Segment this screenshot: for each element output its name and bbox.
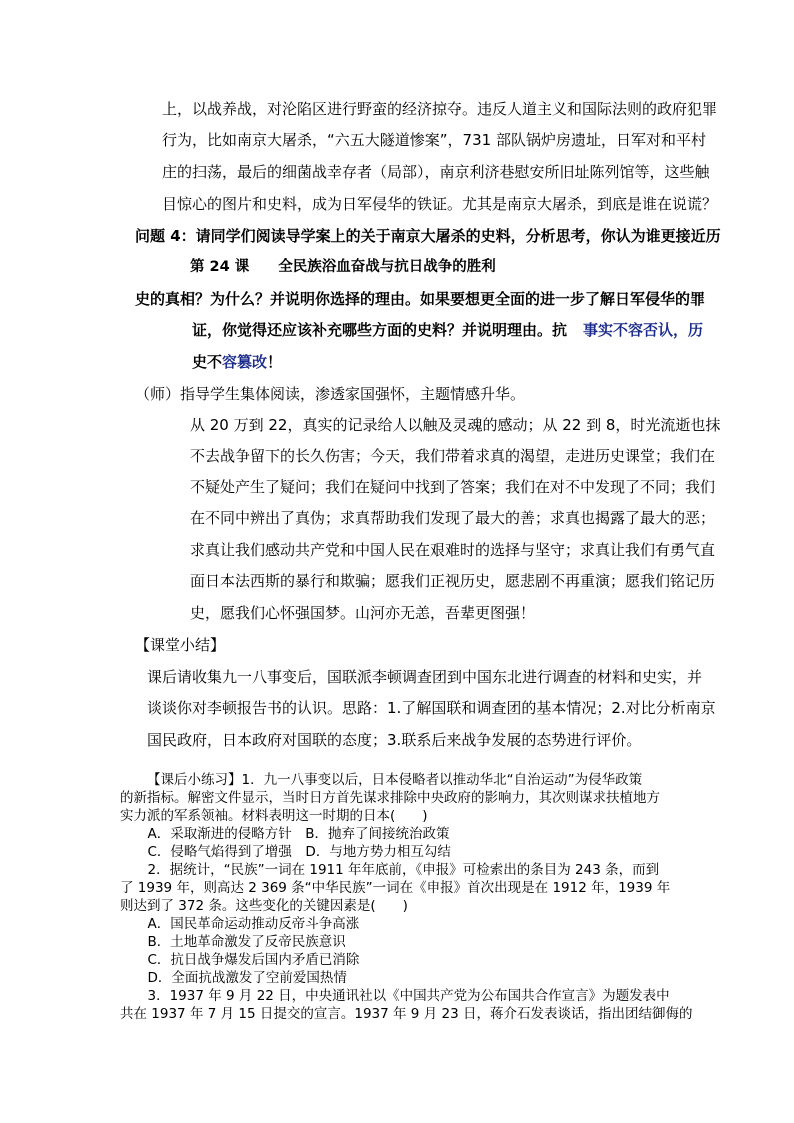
reading-line-7: 史，愿我们心怀强国梦。山河亦无恙，吾辈更图强！: [190, 604, 536, 622]
summary-line-1: 课后请收集九一八事变后，国联派李顿调查团到中国东北进行调查的材料和史实，并: [147, 668, 703, 686]
exercise-option-c-d: C．侵略气焰得到了增强 D．与地方势力相互勾结: [134, 844, 451, 860]
exercise-q2-option-d: D．全面抗战激发了空前爱国热情: [134, 970, 347, 986]
para1-line-2: 行为，比如南京大屠杀，“六五大隧道惨案”，731 部队锅炉房遗址，日军对和平村: [162, 131, 706, 149]
summary-title: 【课堂小结】: [135, 636, 226, 654]
exercise-q2-option-b: B．土地革命激发了反帝民族意识: [134, 934, 346, 950]
exercise-q2-line-3: 则达到了 372 条。这些变化的关键因素是( ): [120, 898, 408, 914]
exercise-line-3: 实力派的军系领袖。材料表明这一时期的日本( ): [120, 808, 428, 824]
reading-line-2: 不去战争留下的长久伤害；今天，我们带着求真的渴望，走进历史课堂；我们在: [190, 447, 716, 465]
exercise-option-a-b: A．采取渐进的侵略方针 B．抛弃了间接统治政策: [134, 826, 450, 842]
summary-line-2: 谈谈你对李顿报告书的认识。思路：1.了解国联和调查团的基本情况；2.对比分析南京: [147, 699, 716, 717]
exercise-line-1: 【课后小练习】1．九一八事变以后，日本侵略者以推动华北“自治运动”为侵华政策: [147, 772, 643, 788]
reading-line-5: 求真让我们感动共产党和中国人民在艰难时的选择与坚守；求真让我们有勇气直: [190, 541, 716, 559]
question4-line-1: 问题 4：请同学们阅读导学案上的关于南京大屠杀的史料，分析思考，你认为谁更接近历: [135, 227, 721, 245]
teacher-instruction: （师）指导学生集体阅读，渗透家国强怀，主题情感升华。: [135, 385, 526, 403]
reading-line-4: 在不同中辨出了真伪；求真帮助我们发现了最大的善；求真也揭露了最大的恶；: [190, 509, 716, 527]
question4-line-4: [192, 352, 282, 372]
para1-line-4: 目惊心的图片和史料，成为日军侵华的铁证。尤其是南京大屠杀，到底是谁在说谎？: [162, 195, 718, 213]
question4-line-4-emphasis: 容篡改: [222, 353, 268, 371]
question4-line-3-text: 证，你觉得还应该补充哪些方面的史料？并说明理由。抗: [192, 321, 568, 339]
exercise-q2-option-a: A．国民革命运动推动反帝斗争高涨: [134, 916, 360, 932]
question4-line-2: 史的真相？为什么？并说明你选择的理由。如果要想更全面的进一步了解日军侵华的罪: [135, 290, 706, 308]
para1-line-1: 上，以战养战，对沦陷区进行野蛮的经济掠夺。违反人道主义和国际法则的政府犯罪: [162, 100, 718, 118]
summary-line-3: 国民政府，日本政府对国联的态度；3.联系后来战争发展的态势进行评价。: [147, 731, 642, 749]
exercise-line-2: 的新指标。解密文件显示，当时日方首先谋求排除中央政府的影响力，其次则谋求扶植地方: [120, 790, 660, 806]
reading-line-1: 从 20 万到 22，真实的记录给人以触及灵魂的感动；从 22 到 8，时光流逝也抹: [190, 416, 721, 434]
exercise-q2-line-1: 2．据统计，“民族”一词在 1911 年年底前，《申报》可检索出的条目为 243 条，而到: [134, 862, 660, 878]
reading-line-6: 面日本法西斯的暴行和欺骗；愿我们正视历史，愿悲剧不再重演；愿我们铭记历: [190, 572, 716, 590]
question4-line-4-end: ！: [267, 353, 283, 371]
exercise-q3-line-2: 共在 1937 年 7 月 15 日提交的宣言。1937 年 9 月 23 日，蒋介石发表谈话，指出团结御侮的: [120, 1006, 693, 1022]
para1-line-3: 庄的扫荡，最后的细菌战幸存者（局部），南京利济巷慰安所旧址陈列馆等，这些触: [162, 163, 710, 181]
question4-line-4-text: 史不: [192, 353, 223, 371]
exercise-q3-line-1: 3．1937 年 9 月 22 日，中央通讯社以《中国共产党为公布国共合作宣言》为题发表中: [134, 988, 670, 1004]
reading-line-3: 不疑处产生了疑问；我们在疑问中找到了答案；我们在对不中发现了不同；我们: [190, 478, 716, 496]
question4-line-3-emphasis: 事实不容否认，历: [583, 321, 704, 339]
exercise-q2-line-2: 了 1939 年，则高达 2 369 条“中华民族”一词在《申报》首次出现是在 1912 年，1939 年: [120, 880, 671, 896]
page-header: 第 24 课 全民族浴血奋战与抗日战争的胜利: [190, 259, 496, 275]
question4-line-3: [192, 320, 703, 340]
exercise-q2-option-c: C．抗日战争爆发后国内矛盾已消除: [134, 952, 360, 968]
